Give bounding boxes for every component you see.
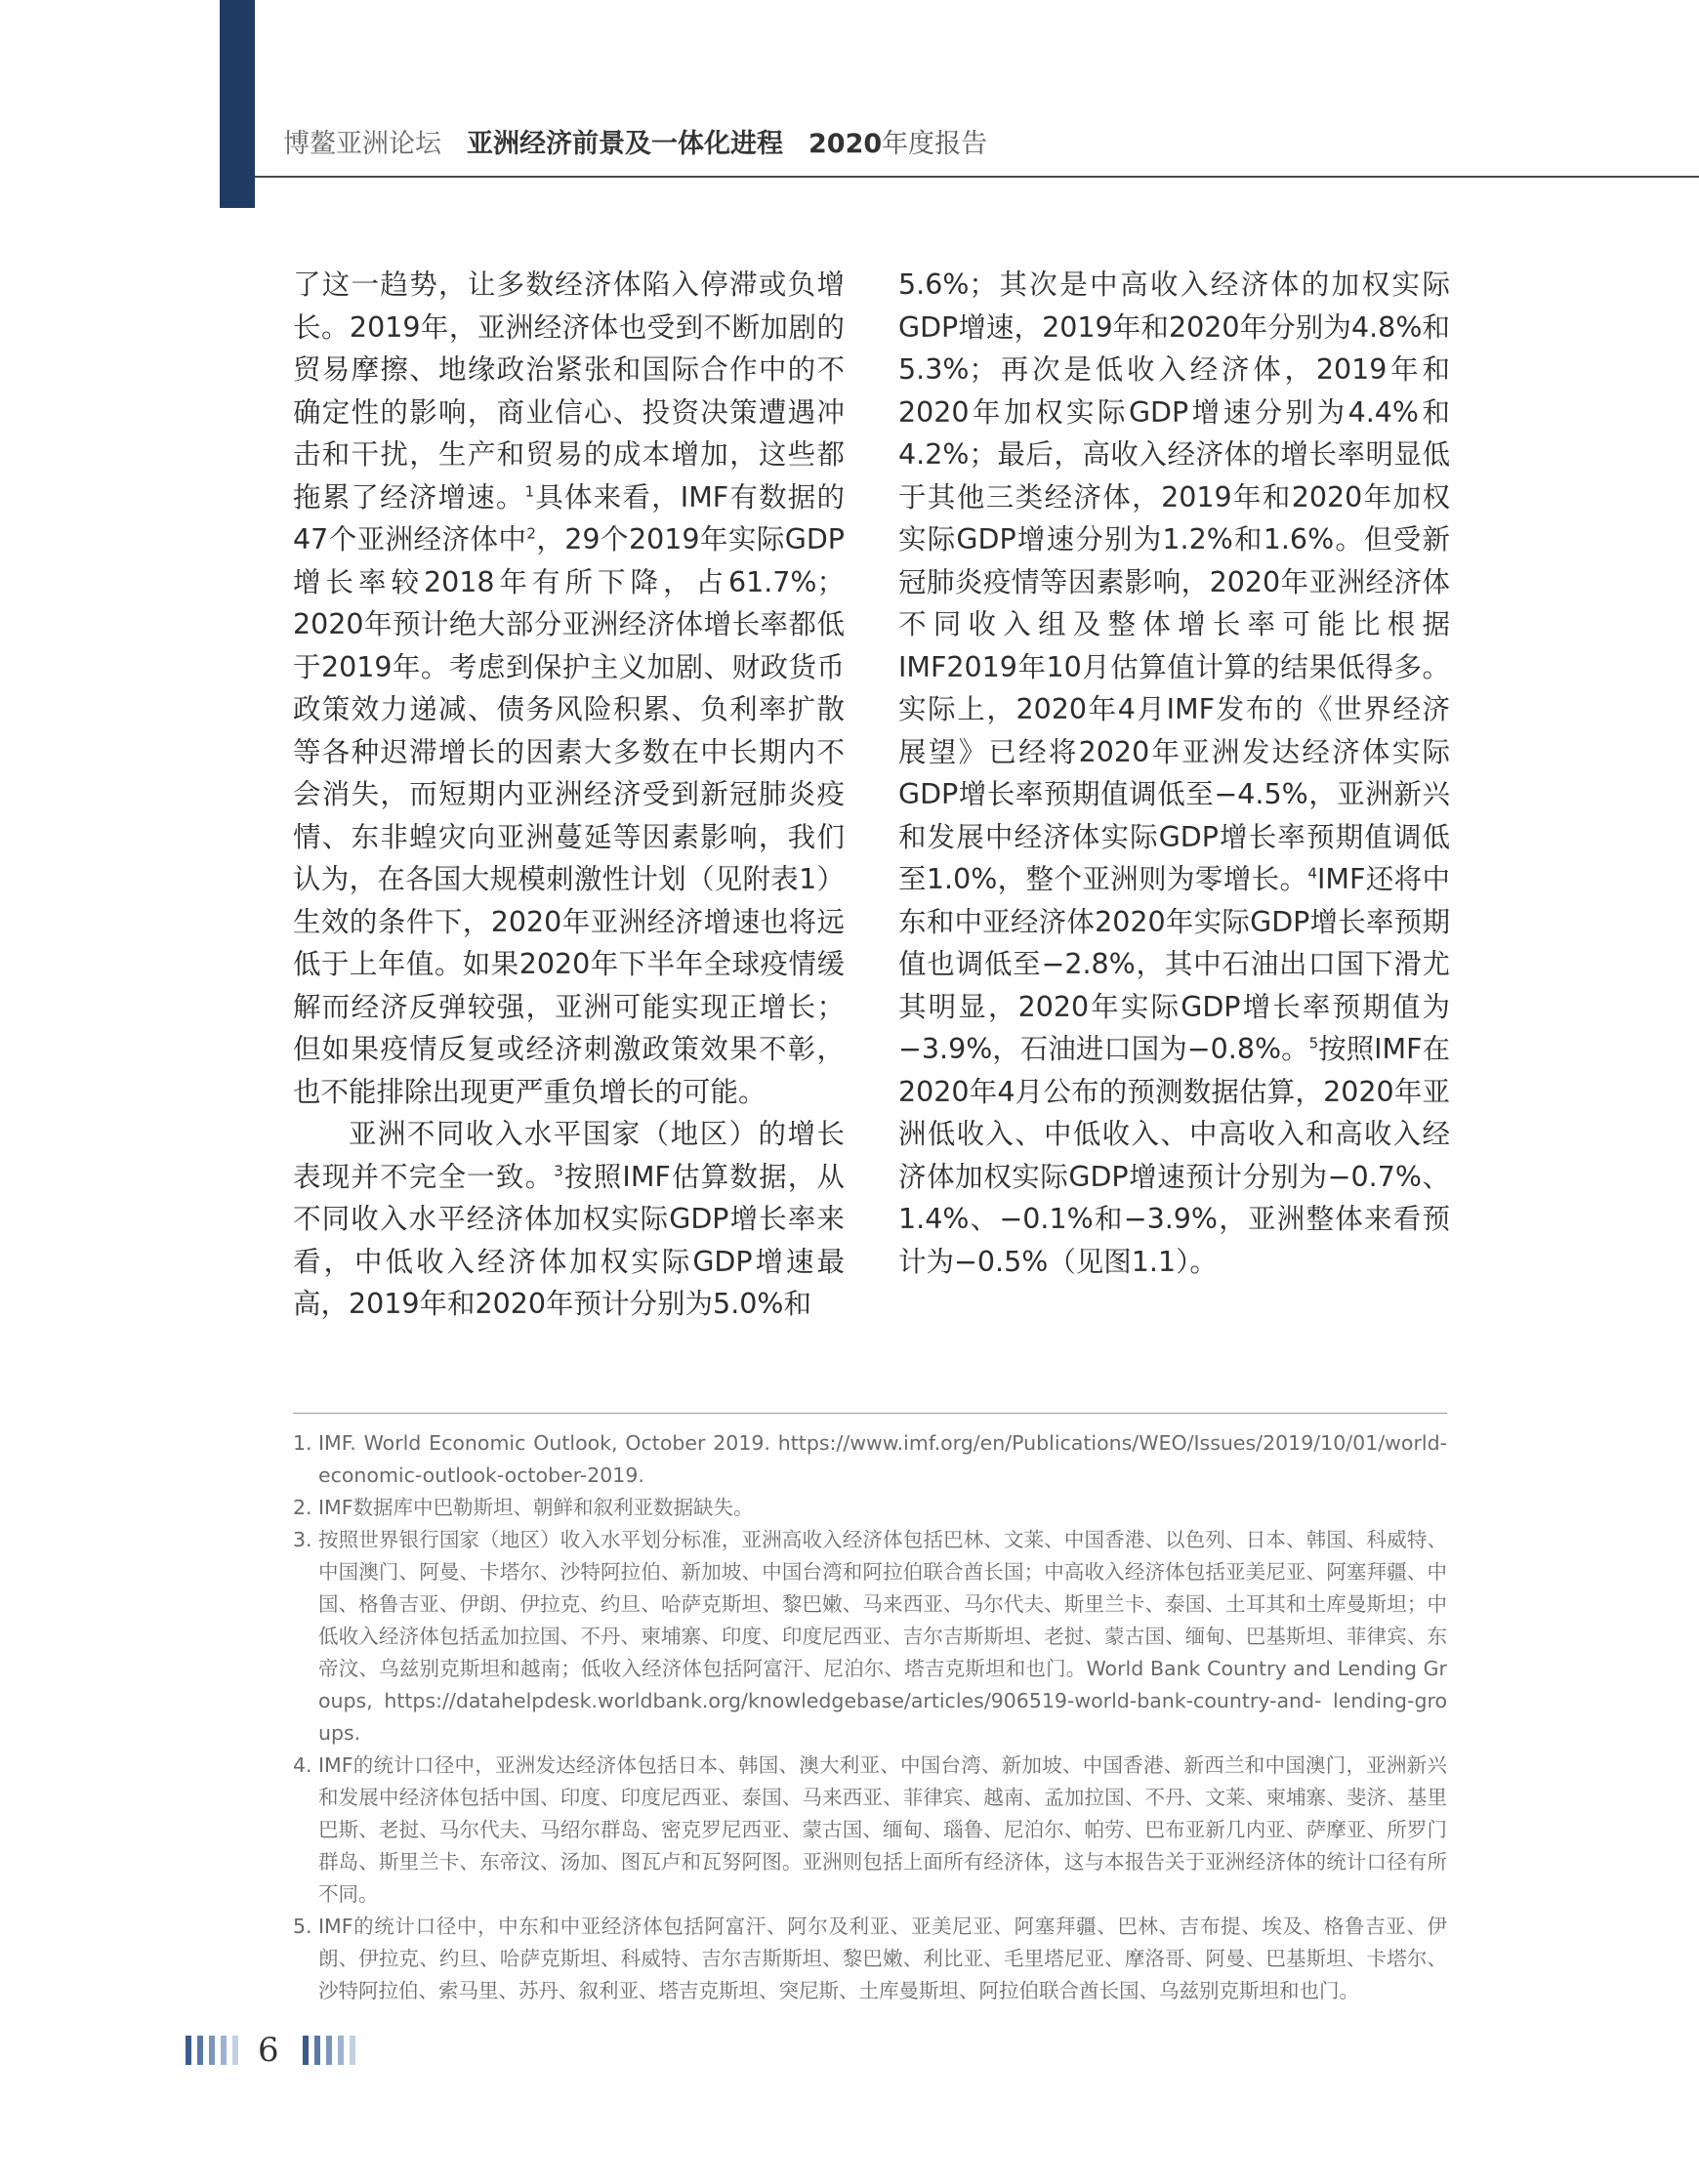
bar-decoration xyxy=(197,2036,203,2065)
footnote-2 xyxy=(293,1492,1447,1524)
footnote-number: 2. xyxy=(293,1496,312,1519)
text-run: 按照IMF估算数据，从不同收入水平经济体加权实际GDP增长率来看，中低收入经济体加权实际GDP增速最高，2019年和2020年预计分别为5.0%和 xyxy=(293,1160,845,1320)
footnote-text: IMF. World Economic Outlook, October 2019. https://www.imf.org/en/Publications/WEO/Issues/2019/10/01/world-economic-outlook-october-2019. xyxy=(318,1431,1447,1487)
header-rule xyxy=(255,176,1699,178)
right-column xyxy=(898,264,1450,1283)
bar-decoration xyxy=(326,2036,332,2065)
page-footer xyxy=(186,2031,361,2070)
text-run: 按照IMF在2020年4月公布的预测数据估算，2020年亚洲低收入、中低收入、中高收入和高收入经济体加权实际GDP增速预计分别为−0.7%、1.4%、−0.1%和−3.9%，亚洲整体来看预计为−0.5%（见图1.1）。 xyxy=(898,1033,1451,1278)
footnote-rule xyxy=(293,1413,1447,1414)
footnote-5 xyxy=(293,1911,1447,2007)
text-run: 了这一趋势，让多数经济体陷入停滞或负增长。2019年，亚洲经济体也受到不断加剧的贸易摩擦、地缘政治紧张和国际合作中的不确定性的影响，商业信心、投资决策遭遇冲击和干扰，生产和贸易的成本增加，这些都拖累了经济增速。 xyxy=(293,268,845,514)
footnote-text: IMF的统计口径中，中东和中亚经济体包括阿富汗、阿尔及利亚、亚美尼亚、阿塞拜疆、巴林、吉布提、埃及、格鲁吉亚、伊朗、伊拉克、约旦、哈萨克斯坦、科威特、吉尔吉斯斯坦、黎巴嫩、利比亚、毛里塔尼亚、摩洛哥、阿曼、巴基斯坦、卡塔尔、沙特阿拉伯、索马里、苏丹、叙利亚、塔吉克斯坦、突尼斯、土库曼斯坦、阿拉伯联合酋长国、乌兹别克斯坦和也门。 xyxy=(318,1915,1447,2002)
bar-decoration xyxy=(338,2036,344,2065)
header-accent-bar xyxy=(220,0,255,208)
header-year: 2020 xyxy=(808,129,883,159)
bar-decoration xyxy=(186,2036,191,2065)
footnote-3 xyxy=(293,1524,1447,1750)
bar-decoration xyxy=(303,2036,309,2065)
footnote-number: 4. xyxy=(293,1753,312,1777)
bar-decoration xyxy=(221,2036,227,2065)
footnotes xyxy=(293,1427,1447,2007)
bar-decoration xyxy=(232,2036,238,2065)
bar-decoration xyxy=(209,2036,215,2065)
bar-decoration xyxy=(314,2036,320,2065)
page-number: 6 xyxy=(258,2031,279,2070)
footnote-ref-2[interactable]: 2 xyxy=(526,524,536,543)
text-run: ，29个2019年实际GDP增长率较2018年有所下降，占61.7%；2020年预计绝大部分亚洲经济体增长率都低于2019年。考虑到保护主义加剧、财政货币政策效力递减、债务风险积累、负利率扩散等各种迟滞增长的因素大多数在中长期内不会消失，而短期内亚洲经济受到新冠肺炎疫情、东非蝗灾向亚洲蔓延等因素影响，我们认为，在各国大规模刺激性计划（见附表1）生效的条件下，2020年亚洲经济增速也将远低于上年值。如果2020年下半年全球疫情缓解而经济反弹较强，亚洲可能实现正增长；但如果疫情反复或经济刺激政策效果不彰，也不能排除出现更严重负增长的可能。 xyxy=(293,523,845,1108)
header-title: 亚洲经济前景及一体化进程 xyxy=(467,129,783,159)
footnote-number: 5. xyxy=(293,1915,312,1938)
footnote-4 xyxy=(293,1750,1447,1911)
footnote-text: IMF的统计口径中，亚洲发达经济体包括日本、韩国、澳大利亚、中国台湾、新加坡、中国香港、新西兰和中国澳门，亚洲新兴和发展中经济体包括中国、印度、印度尼西亚、泰国、马来西亚、菲律宾、越南、孟加拉国、不丹、文莱、柬埔寨、斐济、基里巴斯、老挝、马尔代夫、马绍尔群岛、密克罗尼西亚、蒙古国、缅甸、瑙鲁、尼泊尔、帕劳、巴布亚新几内亚、萨摩亚、所罗门群岛、斯里兰卡、东帝汶、汤加、图瓦卢和瓦努阿图。亚洲则包括上面所有经济体，这与本报告关于亚洲经济体的统计口径有所不同。 xyxy=(318,1753,1447,1906)
text-run: 5.6%；其次是中高收入经济体的加权实际GDP增速，2019年和2020年分别为4.8%和5.3%；再次是低收入经济体，2019年和2020年加权实际GDP增速分别为4.4%和4.2%；最后，高收入经济体的增长率明显低于其他三类经济体，2019年和2020年加权实际GDP增速分别为1.2%和1.6%。但受新冠肺炎疫情等因素影响，2020年亚洲经济体不同收入组及整体增长率可能比根据IMF2019年10月估算值计算的结果低得多。实际上，2020年4月IMF发布的《世界经济展望》已经将2020年亚洲发达经济体实际GDP增长率预期值调低至−4.5%，亚洲新兴和发展中经济体实际GDP增长率预期值调低至1.0%，整个亚洲则为零增长。 xyxy=(898,268,1450,895)
paragraph xyxy=(293,264,845,1113)
text-run: IMF还将中东和中亚经济体2020年实际GDP增长率预期值也调低至−2.8%，其中石油出口国下滑尤其明显，2020年实际GDP增长率预期值为−3.9%，石油进口国为−0.8%。 xyxy=(898,863,1451,1065)
left-column xyxy=(293,264,845,1326)
footnote-number: 1. xyxy=(293,1431,312,1455)
footnote-1 xyxy=(293,1427,1447,1492)
header-report: 年度报告 xyxy=(882,129,988,159)
footnote-number: 3. xyxy=(293,1528,312,1551)
footer-bars-right xyxy=(303,2036,361,2065)
running-header xyxy=(283,125,987,164)
footnote-ref-4[interactable]: 4 xyxy=(1307,864,1317,883)
paragraph xyxy=(293,1113,845,1326)
footer-bars-left xyxy=(186,2036,244,2065)
footnote-ref-3[interactable]: 3 xyxy=(554,1162,563,1179)
bar-decoration xyxy=(350,2036,355,2065)
header-org: 博鳌亚洲论坛 xyxy=(283,129,441,159)
footnote-text: IMF数据库中巴勒斯坦、朝鲜和叙利亚数据缺失。 xyxy=(318,1496,754,1519)
paragraph xyxy=(898,264,1450,1283)
text-run: 具体来看，IMF有数据的47个亚洲经济体中 xyxy=(293,480,845,556)
footnote-ref-5[interactable]: 5 xyxy=(1308,1034,1319,1052)
footnote-ref-1[interactable]: 1 xyxy=(524,482,535,500)
footnote-text: 按照世界银行国家（地区）收入水平划分标准，亚洲高收入经济体包括巴林、文莱、中国香港、以色列、日本、韩国、科威特、中国澳门、阿曼、卡塔尔、沙特阿拉伯、新加坡、中国台湾和阿拉伯联合酋长国；中高收入经济体包括亚美尼亚、阿塞拜疆、中国、格鲁吉亚、伊朗、伊拉克、约旦、哈萨克斯坦、黎巴嫩、马来西亚、马尔代夫、斯里兰卡、泰国、土耳其和土库曼斯坦；中低收入经济体包括孟加拉国、不丹、柬埔寨、印度、印度尼西亚、吉尔吉斯斯坦、老挝、蒙古国、缅甸、巴基斯坦、菲律宾、东帝汶、乌兹别克斯坦和越南；低收入经济体包括阿富汗、尼泊尔、塔吉克斯坦和也门。World Bank Country and Lending Groups, https://datahelpdesk.worldbank.org/knowledgebase/articles/906519-world-bank-country-and- lending-groups. xyxy=(318,1528,1447,1745)
text-run: 亚洲不同收入水平国家（地区）的增长表现并不完全一致。 xyxy=(293,1118,845,1193)
